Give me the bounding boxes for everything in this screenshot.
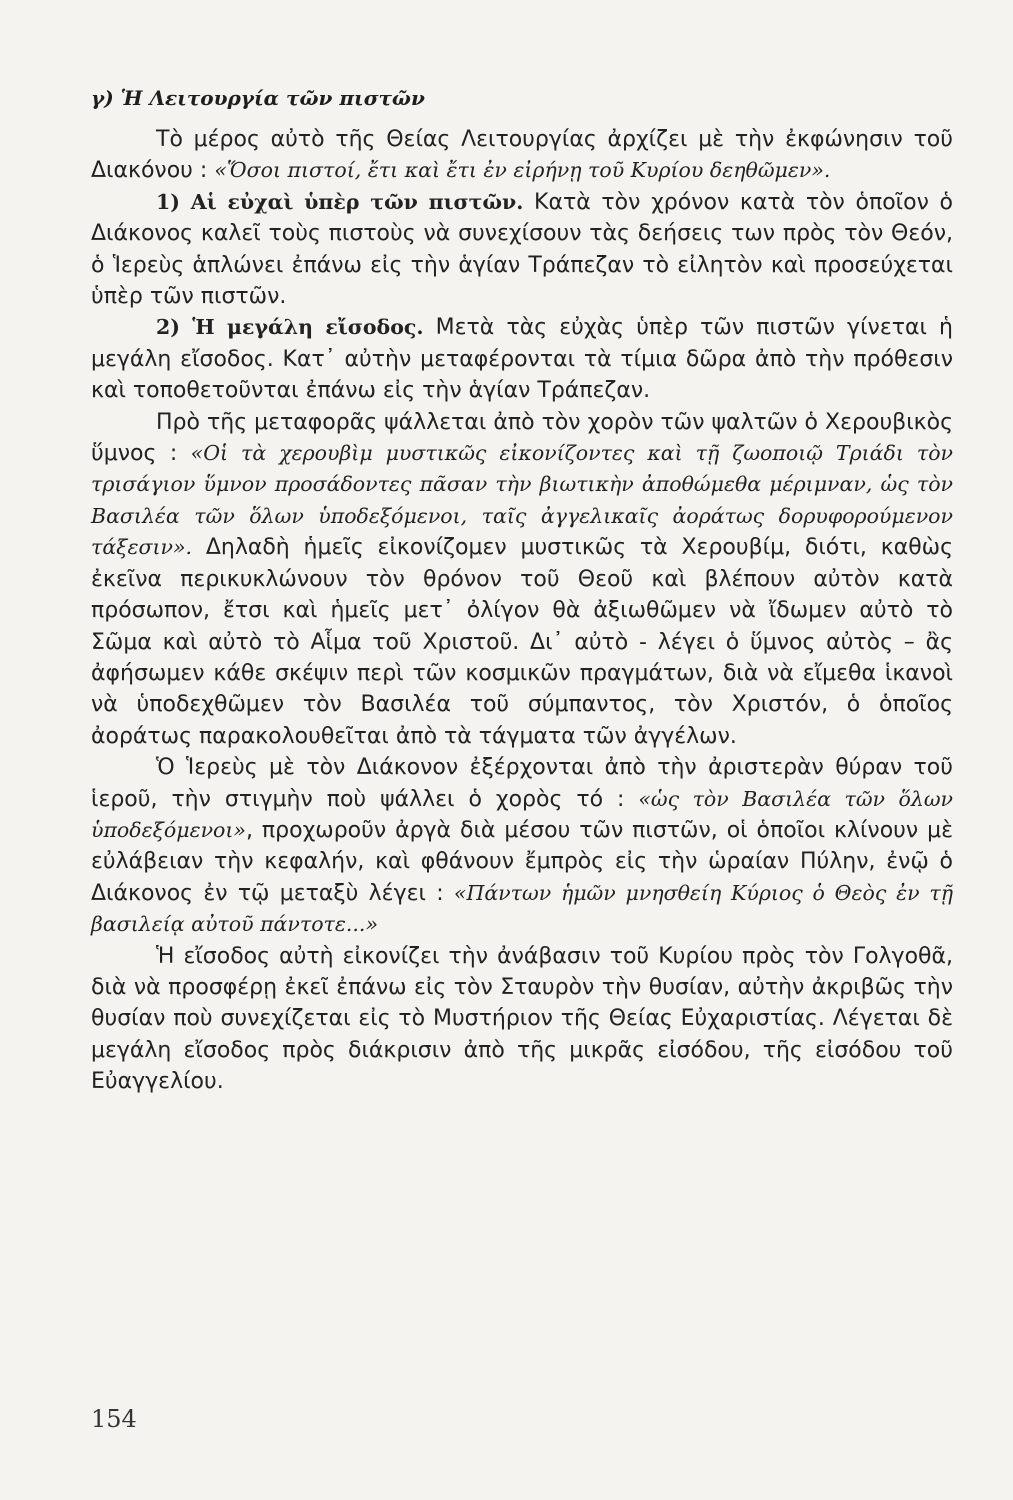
section-2-paragraph bbox=[91, 312, 953, 406]
meaning-text: Ἡ εἴσοδος αὐτὴ εἰκονίζει τὴν ἀνάβασιν τοῦ Κυρίου πρὸς τὸν Γολγοθᾶ, διὰ νὰ προσφέρῃ ἐκεῖ ἐπάνω εἰς τὸν Σταυρὸν τὴν θυσίαν, αὐτὴν ἀκριβῶς τὴν θυσίαν ποὺ συνεχίζεται εἰς τὸ Μυστήριον τῆς Θείας Εὐχαριστίας. Λέγεται δὲ μεγάλη εἴσοδος πρὸς διάκρισιν ἀπὸ τῆς μικρᾶς εἰσόδου, τῆς εἰσόδου τοῦ Εὐαγγελίου. bbox=[91, 943, 953, 1095]
hymn-explanation: Δηλαδὴ ἡμεῖς εἰκονίζομεν μυστικῶς τὰ Χερουβίμ, διότι, καθὼς ἐκεῖνα περικυκλώνουν τὸν θρόνον τοῦ Θεοῦ καὶ βλέπουν αὐτὸν κατὰ πρόσωπον, ἔτσι καὶ ἡμεῖς μετ᾽ ὀλίγον θὰ ἀξιωθῶμεν νὰ ἴδωμεν αὐτὸ τὸ Σῶμα καὶ αὐτὸ τὸ Αἷμα τοῦ Χριστοῦ. Δι᾽ αὐτὸ - λέγει ὁ ὕμνος αὐτὸς – ἂς ἀφήσωμεν κάθε σκέψιν περὶ τῶν κοσμικῶν πραγμάτων, διὰ νὰ εἴμεθα ἱκανοὶ νὰ ὑποδεχθῶμεν τὸν Βασιλέα τοῦ σύμπαντος, τὸν Χριστόν, ὁ ὁποῖος ἀοράτως παρακολουθεῖται ἀπὸ τὰ τάγματα τῶν ἀγγέλων. bbox=[91, 535, 953, 749]
section-2-title: 2) Ἡ μεγάλη εἴσοδος. bbox=[156, 315, 424, 340]
procession-mid: , προχωροῦν ἀργὰ διὰ μέσου τῶν πιστῶν, οἱ ὁποῖοι κλίνουν μὲ εὐλάβειαν τὴν κεφαλήν, καὶ φθάνουν ἔμπρὸς εἰς τὴν ὡραίαν Πύλην, ἐνῷ ὁ Διάκονος ἐν τῷ μεταξὺ λέγει : bbox=[91, 817, 953, 906]
page-number: 154 bbox=[91, 1405, 137, 1433]
procession-quote-2: «Πάντων ἡμῶν μνησθείη Κύριος ὁ Θεὸς ἐν τῇ βασιλείᾳ αὐτοῦ πάντοτε...» bbox=[91, 880, 953, 937]
cherubic-hymn-paragraph bbox=[91, 407, 953, 752]
intro-quote: «Ὅσοι πιστοί, ἔτι καὶ ἔτι ἐν εἰρήνῃ τοῦ Κυρίου δεηθῶμεν». bbox=[214, 158, 831, 183]
section-1-text: Κατὰ τὸν χρόνον κατὰ τὸν ὁποῖον ὁ Διάκονος καλεῖ τοὺς πιστοὺς νὰ συνεχίσουν τὰς δεήσεις των πρὸς τὸν Θεόν, ὁ Ἱερεὺς ἁπλώνει ἐπάνω εἰς τὴν ἁγίαν Τράπεζαν τὸ εἰλητὸν καὶ προσεύχεται ὑπὲρ τῶν πιστῶν. bbox=[91, 189, 953, 310]
procession-paragraph bbox=[91, 752, 953, 940]
procession-lead: Ὁ Ἱερεὺς μὲ τὸν Διάκονον ἐξέρχονται ἀπὸ τὴν ἀριστερὰν θύραν τοῦ ἱεροῦ, τὴν στιγμὴν ποὺ ψάλλει ὁ χορὸς τό : bbox=[91, 755, 953, 812]
section-1-title: 1) Αἱ εὐχαὶ ὑπὲρ τῶν πιστῶν. bbox=[156, 189, 524, 214]
intro-paragraph bbox=[91, 124, 953, 187]
section-2-text: Μετὰ τὰς εὐχὰς ὑπὲρ τῶν πιστῶν γίνεται ἡ μεγάλη εἴσοδος. Κατ᾽ αὐτὴν μεταφέρονται τὰ τίμια δῶρα ἀπὸ τὴν πρόθεσιν καὶ τοποθετοῦνται ἐπάνω εἰς τὴν ἁγίαν Τράπεζαν. bbox=[91, 315, 954, 404]
hymn-quote: «Οἱ τὰ χερουβὶμ μυστικῶς εἰκονίζοντες καὶ τῇ ζωοποιῷ Τριάδι τὸν τρισάγιον ὕμνον προσάδοντες πᾶσαν τὴν βιωτικὴν ἀποθώμεθα μέριμναν, ὡς τὸν Βασιλέα τῶν ὅλων ὑποδεξόμενοι, ταῖς ἀγγελικαῖς ἀοράτως δορυφορούμενον τάξεσιν». bbox=[91, 441, 953, 560]
meaning-paragraph bbox=[91, 941, 953, 1098]
hymn-lead: Πρὸ τῆς μεταφορᾶς ψάλλεται ἀπὸ τὸν χορὸν τῶν ψαλτῶν ὁ Χερουβικὸς ὕμνος : bbox=[91, 409, 953, 467]
section-1-paragraph bbox=[91, 187, 953, 313]
section-heading: γ) Ἡ Λειτουργία τῶν πιστῶν bbox=[91, 86, 425, 110]
procession-quote: «ὡς τὸν Βασιλέα τῶν ὅλων ὑποδεξόμενοι» bbox=[91, 786, 953, 842]
intro-lead: Τὸ μέρος αὐτὸ τῆς Θείας Λειτουργίας ἀρχίζει μὲ τὴν ἐκφώνησιν τοῦ Διακόνου : bbox=[91, 127, 953, 184]
